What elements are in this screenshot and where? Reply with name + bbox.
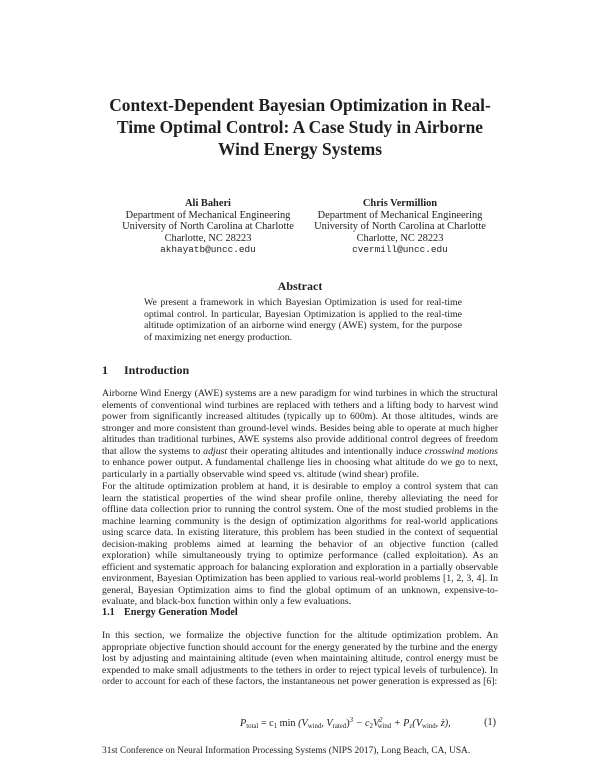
paragraph-text: to enhance power output. A fundamental challenge lies in choosing what altitude do we go to next, particularly in a partially observable wind speed vs. altitude (wind shear) profile. [102,457,498,480]
section-title: Introduction [124,363,190,377]
author-department: Department of Mechanical Engineering [125,209,291,221]
subsection-heading [102,607,238,618]
author-university: University of North Carolina at Charlotte [314,221,486,233]
author-city: Charlotte, NC 28223 [356,232,444,244]
abstract-text: We present a framework in which Bayesian Optimization is used for real-time optimal control. In particular, Bayesian Optimization is applied to the real-time altitude optimization of an airborne wind energy (AWE) system, for the purpose of maximizing net energy production. [144,297,462,343]
equation-number: (1) [484,717,496,728]
emphasis-text: crosswind motions [424,445,498,457]
equation-body: $P_{total} = c_1$ $\min (V_{wind}$, $V_{rated})^3 - c_2V^2_{wind} + P_z(V_{wind}$, ż), [240,717,451,730]
paragraph-text: Airborne Wind Energy (AWE) systems are a new paradigm for wind turbines in which the structural elements of conventional wind turbines are replaced with tethers and a lifting body to harvest wind power from significantly increased altitudes (typically up to 600m). At those altitudes, winds are stronger and more consistent than ground-level winds. Besides being able to operate at much higher altitudes than traditional turbines, AWE systems also provide additional control degrees of freedom that allow the systems to [102,388,498,457]
author-name: Ali Baheri [185,198,231,209]
subsection-title: Energy Generation Model [124,607,238,618]
author-city: Charlotte, NC 28223 [164,232,252,244]
paragraph-text: their operating altitudes and intentionally induce [227,445,425,457]
author-university: University of North Carolina at Charlotte [122,221,294,233]
paragraph-energy-model: In this section, we formalize the objective function for the altitude optimization problem. An appropriate objective function should account for the energy generated by the turbine and the energy lost by adjusting and maintaining altitude (even when maintaining altitude, control energy must be expended to make small adjustments to the tethers in order to reject typical levels of turbulence). In order to account for each of these factors, the instantaneous net power generation is expressed as [6]: [102,630,498,688]
author-email: akhayatb@uncc.edu [160,244,256,256]
author-block-2 [280,198,520,256]
author-email: cvermill@uncc.edu [352,244,448,256]
emphasis-text: adjust [203,445,228,457]
section-heading [102,363,189,378]
paragraph-intro-1 [102,388,498,480]
paper-title: Context-Dependent Bayesian Optimization in Real-Time Optimal Control: A Case Study in Airborne Wind Energy Systems [109,95,491,159]
abstract-heading: Abstract [277,279,323,293]
author-department: Department of Mechanical Engineering [317,209,483,221]
subsection-number: 1.1 [102,607,115,618]
author-name: Chris Vermillion [362,198,438,209]
conference-footer: 31st Conference on Neural Information Processing Systems (NIPS 2017), Long Beach, CA, USA. [102,746,471,756]
equation-1 [102,717,498,733]
section-number: 1 [102,363,108,377]
paragraph-intro-2: For the altitude optimization problem at hand, it is desirable to employ a control system that can learn the statistical properties of the wind shear profile online, thereby alleviating the need for offline data collection prior to running the control system. One of the most studied problems in the machine learning community is the design of optimization algorithms for real-world applications using scarce data. In existing literature, this problem has been studied in the context of sequential decision-making problems aimed at learning the behavior of an objective function (called exploration) while simultaneously trying to optimize performance (called exploitation). As an efficient and systematic approach for balancing exploration and exploration in a partially observable environment, Bayesian Optimization has been applied to various real-world problems [1, 2, 3, 4]. In general, Bayesian Optimization aims to find the global optimum of an unknown, expensive-to-evaluate, and black-box function within only a few evaluations. [102,481,498,608]
